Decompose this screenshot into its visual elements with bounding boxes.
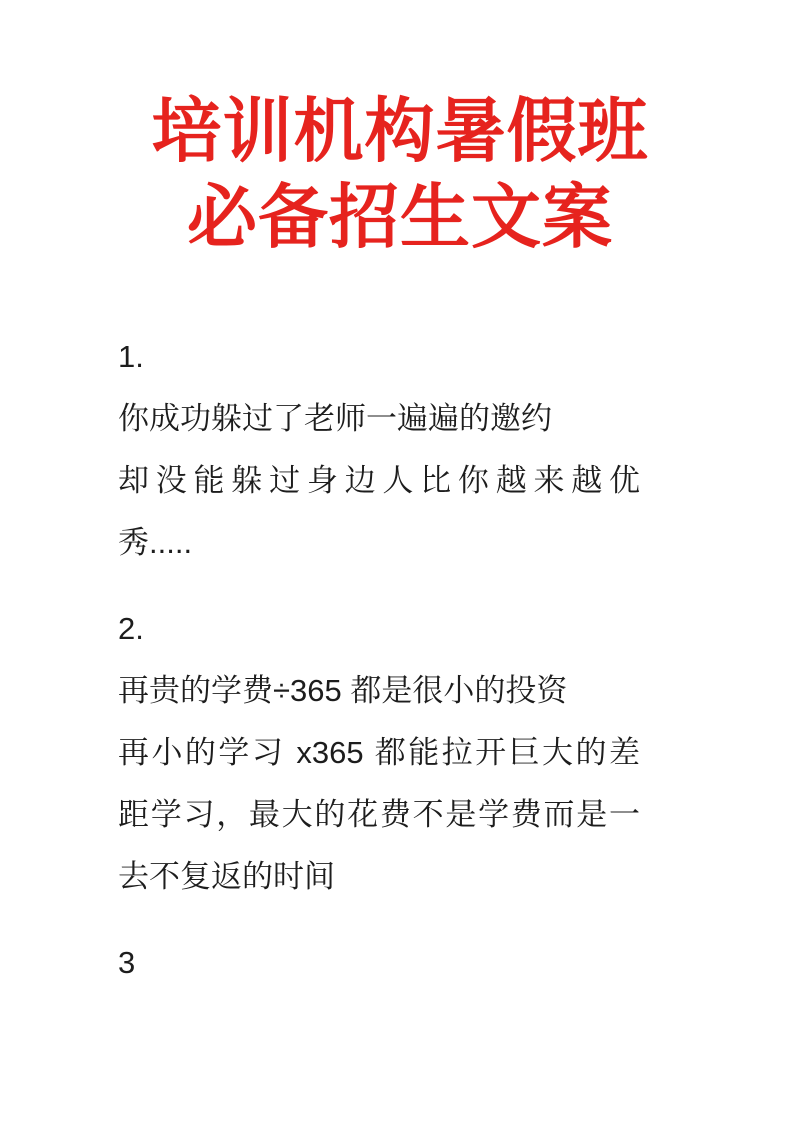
copy-line: 却没能躲过身边人比你越来越优 bbox=[118, 463, 640, 498]
copy-body bbox=[118, 326, 640, 994]
copy-line: 再贵的学费÷365 都是很小的投资 bbox=[118, 673, 568, 708]
section-1-number: 1. bbox=[118, 339, 144, 374]
section-2-number: 2. bbox=[118, 611, 144, 646]
copy-line: 再小的学习 x365 都能拉开巨大的差 bbox=[118, 735, 640, 770]
section-3-number: 3 bbox=[118, 945, 136, 980]
title-line-2: 必备招生文案 bbox=[187, 178, 613, 256]
copy-section-2 bbox=[118, 598, 640, 908]
copy-line: 距学习，最大的花费不是学费而是一 bbox=[118, 797, 640, 832]
copy-section-1 bbox=[118, 326, 640, 574]
page-title bbox=[0, 0, 800, 260]
copy-line: 去不复返的时间 bbox=[118, 859, 335, 894]
copy-line: 你成功躲过了老师一遍遍的邀约 bbox=[118, 401, 552, 436]
copy-section-3 bbox=[118, 932, 640, 994]
title-line-1: 培训机构暑假班 bbox=[151, 92, 649, 170]
copy-line: 秀..... bbox=[118, 525, 193, 560]
